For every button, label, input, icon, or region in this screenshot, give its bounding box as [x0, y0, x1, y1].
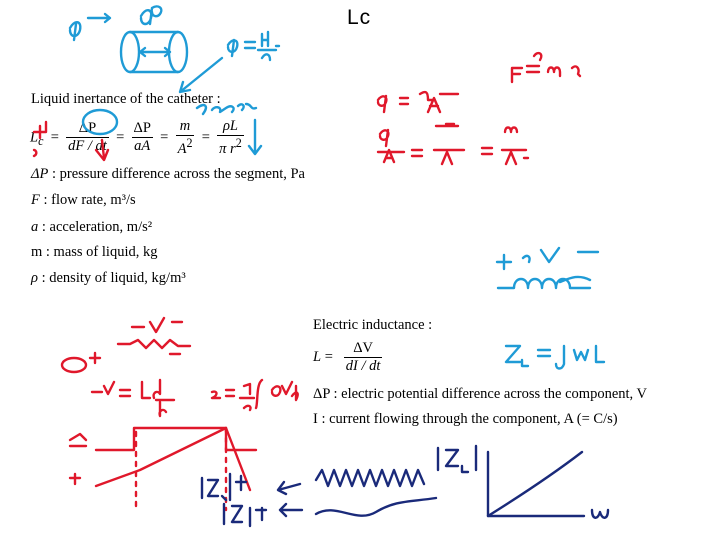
catheter-heading: Liquid inertance of the catheter : [31, 91, 221, 107]
ink-red-arrow [34, 122, 46, 156]
electric-def-0: ΔP : electric potential difference across the component, V [313, 386, 647, 402]
catheter-def-2: a : acceleration, m/s² [31, 219, 153, 235]
catheter-equation: $L_c$ = $\frac{\Delta P}{dF / dt}$ = $\frac{\Delta P}{aA}$ = $\frac{m}{A^2}$ = $\frac{\rho L}{\pi r^2}$ [30, 118, 242, 157]
fraction-3: $\frac{m}{A^2}$ [177, 118, 193, 157]
ink-zl-label [438, 446, 476, 472]
electric-equation: L = $\frac{\Delta V}{dI / dt}$ [313, 340, 381, 374]
fraction-1: $\frac{\Delta P}{dF / dt}$ [68, 120, 107, 155]
ink-dp-arrow [70, 14, 110, 40]
ink-plus-dv [497, 248, 598, 269]
catheter-def-0: ΔP : pressure difference across the segment, Pa [31, 166, 305, 182]
electric-def-1: I : current flowing through the component, A (= C/s) [313, 411, 618, 427]
ink-zl-jwl [506, 346, 604, 369]
ink-f-ma [512, 53, 580, 82]
lhs-symbol: L [30, 129, 39, 146]
catheter-def-1: F : flow rate, m³/s [31, 192, 136, 208]
electric-heading: Electric inductance : [313, 317, 433, 333]
electric-fraction: $\frac{\Delta V}{dI / dt}$ [345, 340, 381, 374]
catheter-def-4: ρ : density of liquid, kg/m³ [31, 270, 186, 286]
catheter-def-3: m : mass of liquid, kg [31, 244, 158, 260]
ink-cylinder [121, 32, 139, 72]
lhs-subscript: c [38, 134, 44, 149]
fraction-2: $\frac{\Delta P}{aA}$ [133, 120, 151, 155]
page-title: Lc [347, 6, 372, 29]
fraction-4: $\frac{\rho L}{\pi r^2}$ [219, 118, 242, 157]
